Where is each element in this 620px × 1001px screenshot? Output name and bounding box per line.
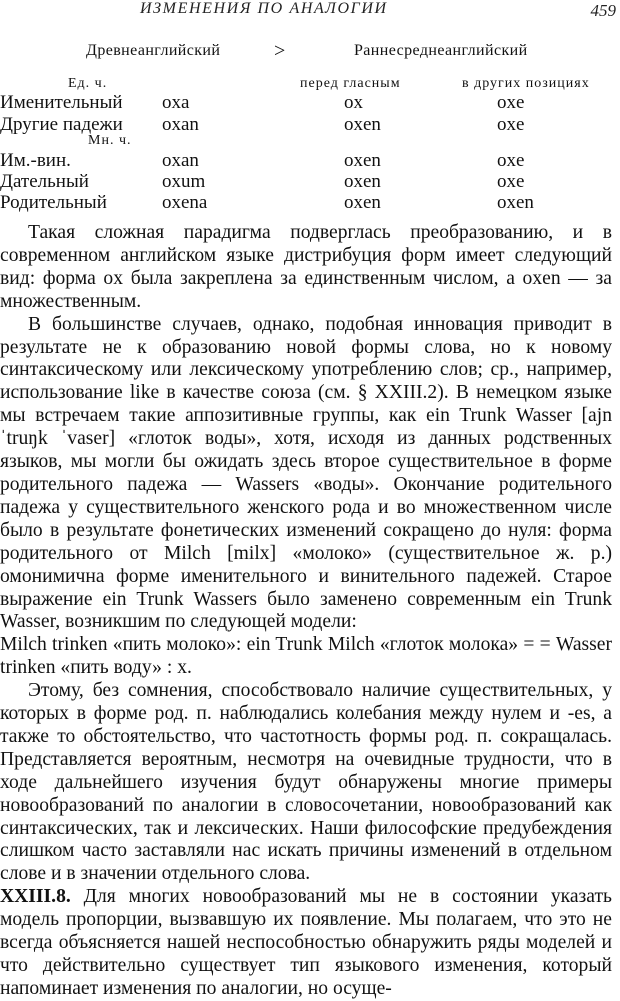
period-early-middle-english: Раннесреднеанглийский — [354, 42, 528, 59]
form-other: oxe — [497, 92, 525, 113]
section-text: Для многих новообразований мы не в состоянии указать модель пропорции, вызвавшую их появление. Мы полагаем, что это не всегда объясняется нашей неспособностью обнаружить ряды моделей и что действительно существует тип языкового изменения, который напоминает изменения по аналогии, но осуще- — [0, 886, 612, 999]
paragraph: В большинстве случаев, однако, подобная инновация приводит в результате не к образованию новой формы слова, но к новому синтаксическому или лексическому употреблению слов; ср., например, использование like в качестве союза (см. § XXIII.2). В немецком языке мы встречаем такие аппозитивные группы, как ein Trunk Wasser [ajn ˈtruŋk ˈvaser] «глоток воды», хотя, исходя из данных родственных языков, мы могли бы ожидать здесь второе существительное в форме родительного падежа — Wassers «воды». Окончание родительного падежа у существительного женского рода и во множественном числе было в результате фонетических изменений сокращено до нуля: форма родительного от Milch [milx] «молоко» (существительное ж. р.) омонимична форме именительного и винительного падежей. Старое выражение ein Trunk Wassers было заменено современным ein Trunk Wasser, возникшим по следующей модели: — [0, 313, 612, 633]
case-name: Другие падежи — [0, 114, 123, 135]
form-before-vowel: oxen — [344, 114, 381, 135]
page-header — [0, 0, 620, 26]
period-old-english: Древнеанглийский — [86, 42, 221, 59]
form-other: oxe — [497, 114, 525, 135]
running-title: ИЗМЕНЕНИЯ ПО АНАЛОГИИ — [140, 0, 388, 17]
form-before-vowel: ox — [344, 92, 363, 113]
form-before-vowel: oxen — [344, 192, 381, 213]
old-form: oxan — [162, 150, 199, 171]
case-name: Именительный — [0, 92, 123, 113]
table-row — [0, 192, 620, 214]
case-name: Дательный — [0, 171, 89, 192]
column-before-vowel: перед гласным — [300, 76, 401, 91]
section-paragraph — [0, 886, 612, 1001]
old-form: oxena — [162, 192, 208, 213]
singular-label: Ед. ч. — [68, 76, 108, 91]
table-row — [0, 171, 620, 193]
page-number: 459 — [590, 1, 616, 20]
paragraph: Такая сложная парадигма подверглась преобразованию, и в современном английском языке дистрибуция форм имеет следующий вид: форма ox была закреплена за единственным числом, а oxen — за множественным. — [0, 222, 612, 312]
case-name: Им.-вин. — [0, 150, 71, 171]
table-row — [0, 150, 620, 172]
section-number: XXIII.8. — [0, 886, 71, 908]
old-form: oxum — [162, 171, 206, 192]
paragraph: Этому, без сомнения, способствовало наличие существительных, у которых в форме род. п. наблюдались колебания между нулем и -es, а также то обстоятельство, что частотность формы род. п. сокращалась. Представляется вероятным, несмотря на очевидные трудности, что в ходе дальнейшего изучения будут обнаружены многие примеры новообразований по аналогии в словосочетании, новообразований как синтаксических, так и лексических. Наши философские предубеждения слишком часто заставляли нас искать причины изменений в отдельном слове и в значении отдельного слова. — [0, 680, 612, 885]
old-form: oxa — [162, 92, 190, 113]
body-text — [0, 222, 612, 1001]
plural-label: Мн. ч. — [88, 133, 132, 148]
form-other: oxen — [497, 192, 534, 213]
form-other: oxe — [497, 150, 525, 171]
form-other: oxe — [497, 171, 525, 192]
column-other-positions: в других позициях — [462, 76, 590, 91]
form-before-vowel: oxen — [344, 150, 381, 171]
table-row — [0, 92, 620, 114]
case-name: Родительный — [0, 192, 107, 213]
form-before-vowel: oxen — [344, 171, 381, 192]
proportion-formula: Milch trinken «пить молоко»: ein Trunk Milch «глоток молока» = = Wasser trinken «пить воду» : x. — [0, 634, 612, 679]
change-arrow: > — [274, 40, 286, 62]
old-form: oxan — [162, 114, 199, 135]
